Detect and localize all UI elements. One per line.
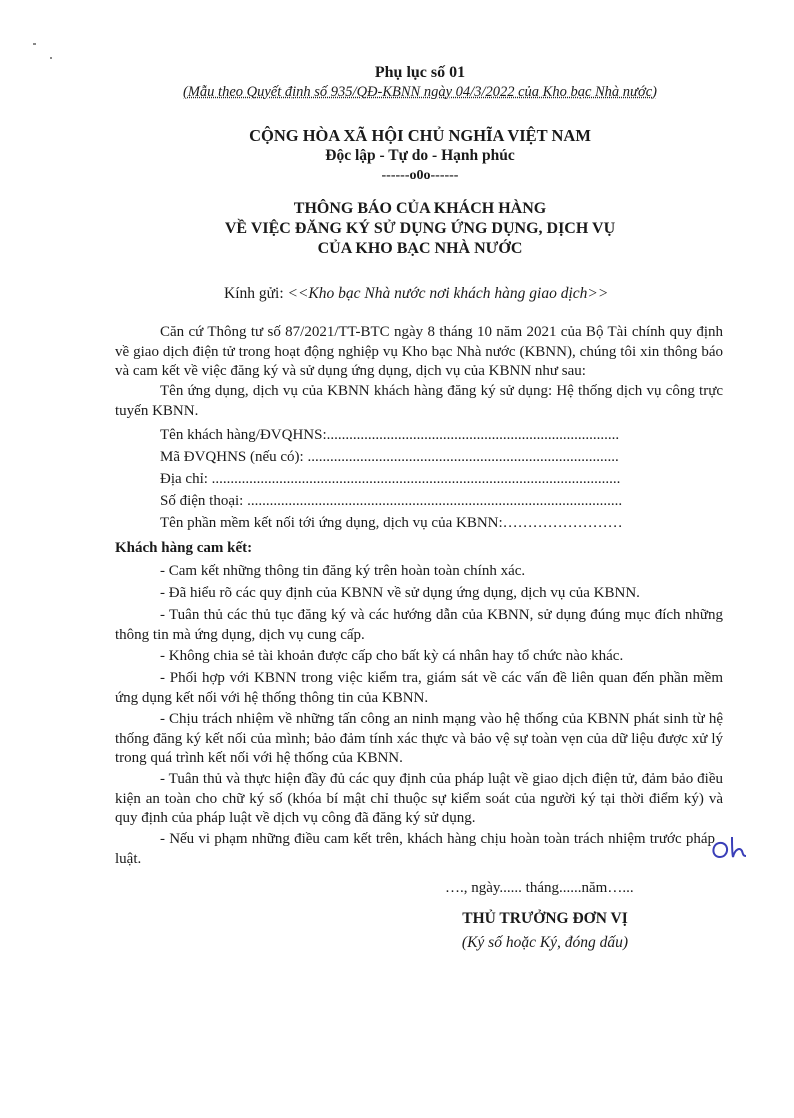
greeting (224, 285, 608, 303)
service-text: Tên ứng dụng, dịch vụ của KBNN khách hàng đăng ký sử dụng: Hệ thống dịch vụ công trực tuyến KBNN. (115, 383, 723, 419)
field-unit-code: Mã ĐVQHNS (nếu có): ................................................................................... (160, 449, 619, 465)
signatory-title: THỦ TRƯỞNG ĐƠN VỊ (462, 910, 628, 927)
commitment-text: - Phối hợp với KBNN trong việc kiểm tra, giám sát về các vấn đề liên quan đến phần mềm ứng dụng kết nối với hệ thống thông tin của KBNN. (115, 670, 723, 706)
commitment-text: - Nếu vi phạm những điều cam kết trên, khách hàng chịu hoàn toàn trách nhiệm trước pháp luật. (115, 831, 715, 867)
commitment-text: - Tuân thủ các thủ tục đăng ký và các hướng dẫn của KBNN, sử dụng đúng mục đích những thông tin mà ứng dụng, dịch vụ cung cấp. (115, 607, 723, 643)
document-title-line-1: THÔNG BÁO CỦA KHÁCH HÀNG (293, 200, 547, 217)
intro-paragraph (115, 323, 723, 382)
commitment-item (115, 830, 715, 869)
scan-speck (50, 57, 52, 59)
field-customer-name: Tên khách hàng/ĐVQHNS:.............................................................................. (160, 427, 620, 443)
document-title-line-2: VỀ VIỆC ĐĂNG KÝ SỬ DỤNG ỨNG DỤNG, DỊCH VỤ (224, 220, 616, 237)
ink-initial-icon (708, 835, 752, 863)
date-line: …., ngày...... tháng......năm…... (445, 880, 634, 896)
header-divider: ------o0o------ (381, 168, 459, 183)
commitment-item (115, 770, 723, 829)
commitment-item (115, 562, 723, 582)
appendix-title: Phụ lục số 01 (374, 64, 466, 81)
service-paragraph (115, 382, 723, 421)
commitment-text: - Tuân thủ và thực hiện đầy đủ các quy định của pháp luật về giao dịch điện tử, đảm bảo điều kiện an toàn cho chữ ký số (khóa bí mật chỉ thuộc sự kiểm soát của người ký tại thời điểm ký) và quy định của pháp luật về dịch vụ công đã đăng ký sử dụng. (115, 771, 723, 826)
commitment-text: - Cam kết những thông tin đăng ký trên hoàn toàn chính xác. (160, 563, 526, 579)
commitment-item (115, 606, 723, 645)
greeting-label: Kính gửi: (224, 285, 288, 302)
commitment-item (115, 669, 723, 708)
intro-text: Căn cứ Thông tư số 87/2021/TT-BTC ngày 8 tháng 10 năm 2021 của Bộ Tài chính quy định về giao dịch điện tử trong hoạt động nghiệp vụ Kho bạc Nhà nước (KBNN), chúng tôi xin thông báo và cam kết về việc đăng ký và sử dụng ứng dụng, dịch vụ của KBNN như sau: (115, 324, 723, 379)
commitment-item (115, 647, 723, 667)
field-phone: Số điện thoại: .................................................................................................... (160, 493, 623, 509)
document-title-line-3: CỦA KHO BẠC NHÀ NƯỚC (317, 240, 523, 257)
commitment-text: - Chịu trách nhiệm về những tấn công an ninh mạng vào hệ thống của KBNN phát sinh từ hệ thống đăng ký kết nối của mình; bảo đảm tính xác thực và bảo vệ sự toàn vẹn của dữ liệu được xử lý trong quá trình kết nối với hệ thống của KBNN. (115, 711, 723, 766)
commitment-item (115, 710, 723, 769)
scan-speck (33, 43, 36, 45)
national-title: CỘNG HÒA XÃ HỘI CHỦ NGHĨA VIỆT NAM (249, 126, 591, 145)
field-address: Địa chỉ: ............................................................................................................. (160, 471, 621, 487)
greeting-recipient: <<Kho bạc Nhà nước nơi khách hàng giao dịch>> (287, 285, 609, 302)
handwritten-initial-mark (708, 835, 752, 869)
commitment-item (115, 584, 723, 604)
field-software: Tên phần mềm kết nối tới ứng dụng, dịch vụ của KBNN:…………………… (160, 515, 623, 531)
commitment-text: - Không chia sẻ tài khoản được cấp cho bất kỳ cá nhân hay tổ chức nào khác. (160, 648, 624, 664)
commitment-heading: Khách hàng cam kết: (115, 540, 253, 556)
commitment-text: - Đã hiểu rõ các quy định của KBNN về sử dụng ứng dụng, dịch vụ của KBNN. (160, 585, 640, 601)
national-motto: Độc lập - Tự do - Hạnh phúc (325, 147, 515, 164)
appendix-subtitle: (Mẫu theo Quyết định số 935/QĐ-KBNN ngày 04/3/2022 của Kho bạc Nhà nước) (183, 84, 657, 100)
signature-instruction: (Ký số hoặc Ký, đóng dấu) (461, 934, 629, 951)
